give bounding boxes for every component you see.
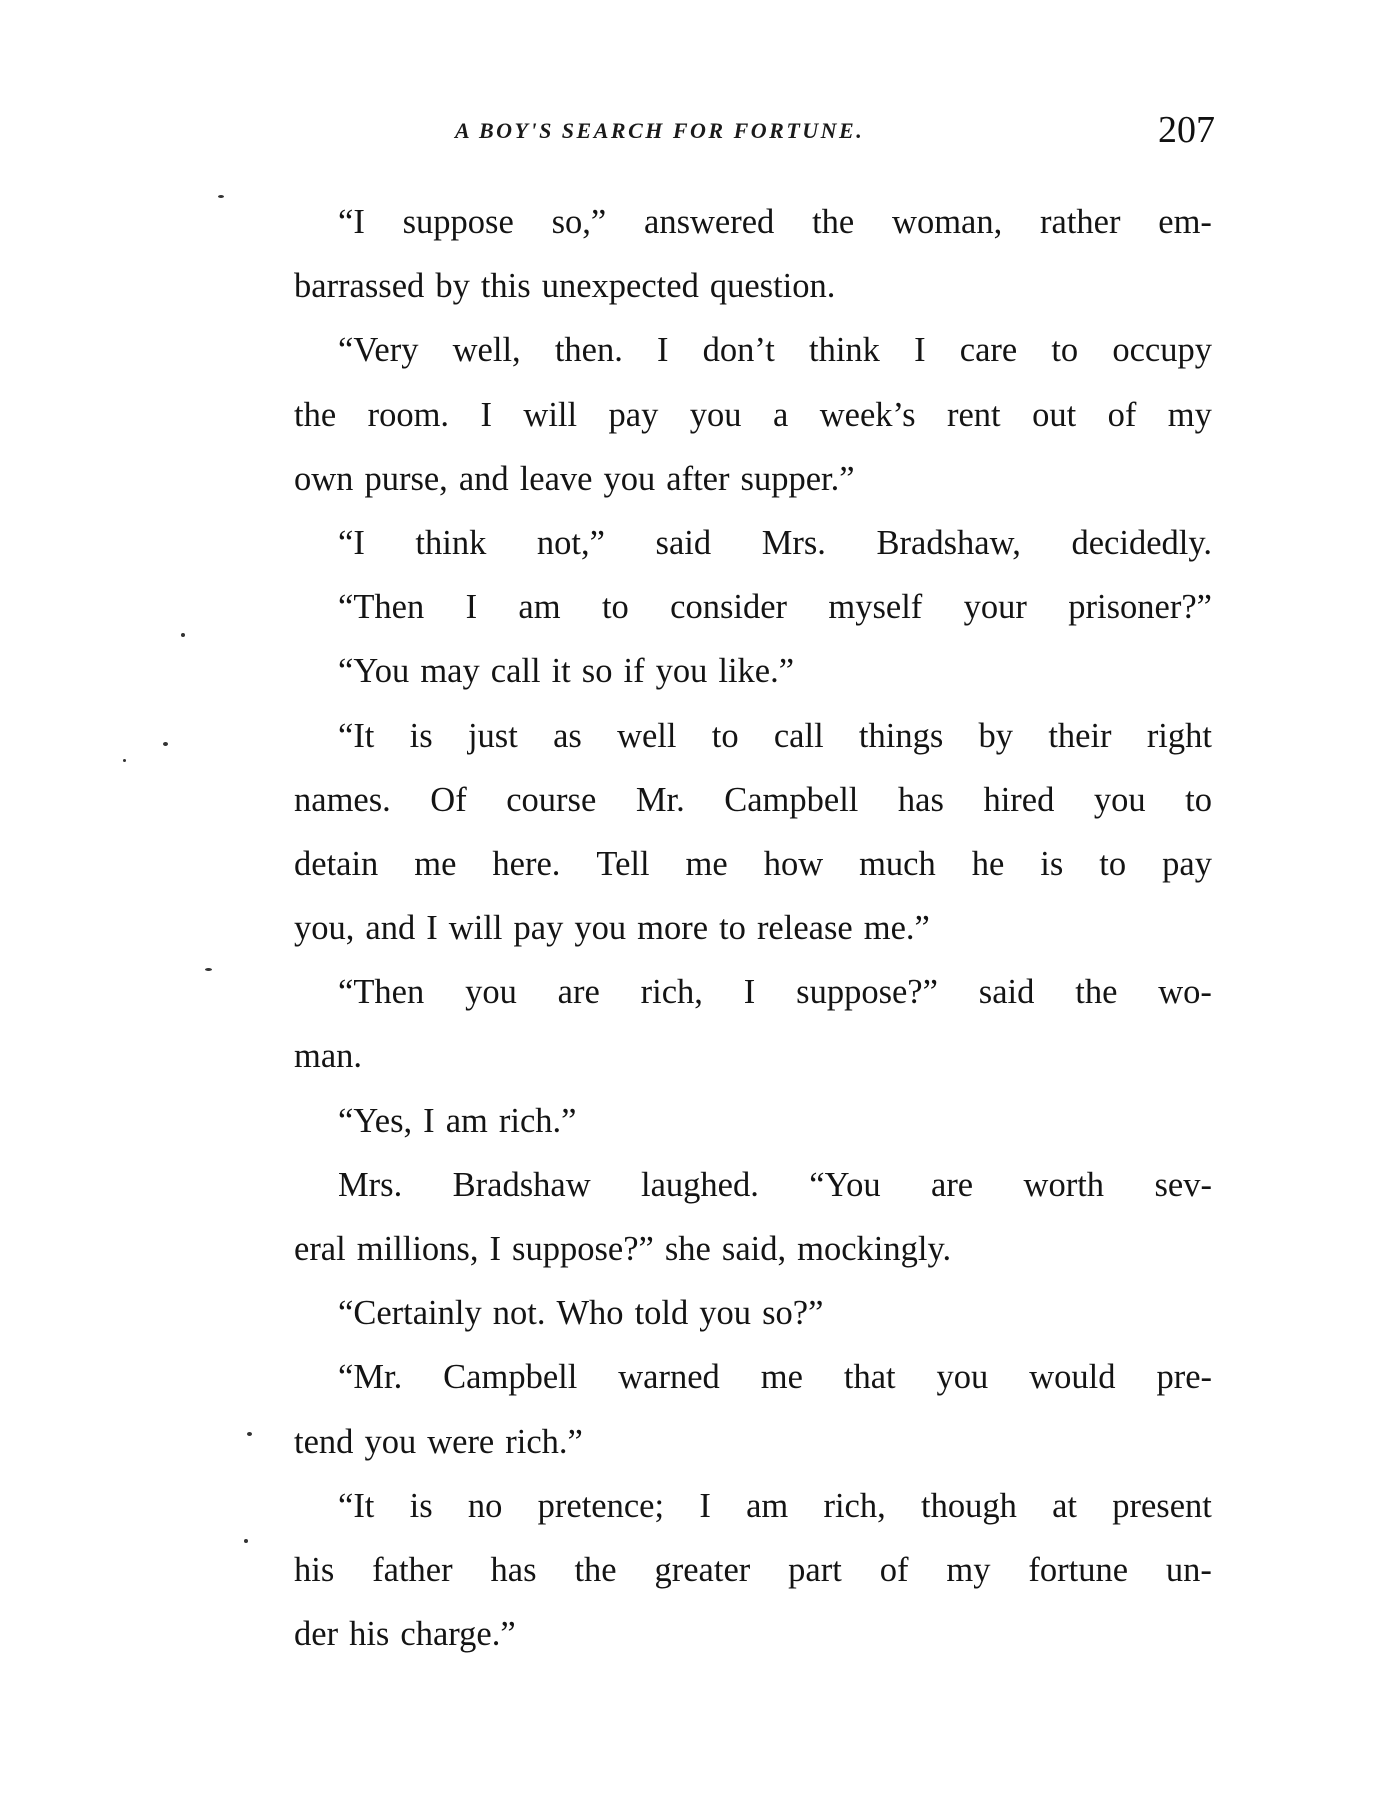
word: well (617, 716, 677, 755)
word: detain (294, 844, 379, 883)
word: though (921, 1486, 1017, 1525)
word: so,” (551, 203, 607, 241)
word: she (664, 1230, 711, 1268)
text-line (294, 960, 1212, 1024)
text-line (294, 704, 1212, 768)
text-line (294, 639, 1212, 703)
word: not. (492, 1294, 546, 1333)
word: the (294, 395, 337, 434)
scan-speck (247, 1432, 252, 1436)
word: myself (828, 588, 923, 627)
word: of (1107, 395, 1137, 434)
word: more (637, 909, 709, 948)
word: present (1112, 1486, 1212, 1525)
word: like.” (718, 652, 795, 691)
word: “Very (338, 331, 419, 370)
word: unexpected (541, 267, 699, 306)
word: suppose?” (512, 1230, 654, 1268)
word: call (490, 652, 541, 691)
word: Campbell (443, 1358, 578, 1397)
word: to (719, 909, 746, 948)
word: eral (294, 1230, 346, 1268)
word: me.” (863, 909, 930, 948)
text-line (294, 1410, 1212, 1474)
word: father (372, 1550, 453, 1589)
word: I (489, 1230, 501, 1268)
word: may (420, 652, 480, 691)
word: week’s (819, 395, 916, 434)
word: will (523, 395, 578, 434)
word: the (812, 203, 855, 241)
word: leave (519, 459, 593, 498)
word: mockingly. (797, 1230, 952, 1268)
word: suppose (402, 203, 514, 241)
word: Bradshaw, (876, 523, 1021, 562)
word: rich, (823, 1486, 886, 1525)
word: I (914, 331, 926, 370)
text-line (294, 1281, 1212, 1345)
word: to (1185, 780, 1212, 819)
word: Of (430, 780, 467, 819)
word: has (490, 1550, 537, 1589)
scan-speck (244, 1539, 248, 1543)
word: occupy (1112, 331, 1212, 370)
word: Bradshaw (452, 1165, 591, 1204)
scan-speck (163, 742, 168, 746)
word: just (467, 716, 518, 755)
word: my (1167, 395, 1212, 434)
word: told (634, 1294, 689, 1333)
word: you (1093, 780, 1146, 819)
text-line (294, 832, 1212, 896)
word: that (843, 1358, 896, 1397)
text-line (294, 896, 1212, 960)
word: fortune (1028, 1550, 1129, 1589)
word: am (518, 588, 561, 627)
word: suppose?” (796, 973, 938, 1012)
word: how (763, 844, 824, 883)
word: un- (1165, 1550, 1212, 1589)
text-line (294, 1089, 1212, 1153)
word: charge.” (400, 1615, 516, 1654)
word: you (465, 973, 517, 1012)
word: me (760, 1358, 803, 1397)
word: wo- (1158, 973, 1212, 1012)
scan-speck (205, 968, 212, 971)
word: rent (947, 395, 1001, 434)
word: your (963, 588, 1027, 627)
word: “Then (338, 588, 425, 627)
word: said (655, 523, 712, 562)
text-line (294, 1538, 1212, 1602)
word: a (772, 395, 789, 434)
word: to (1051, 331, 1079, 370)
word: “You (809, 1165, 881, 1204)
text-line (294, 1024, 1212, 1088)
word: and (365, 909, 416, 948)
text-line (294, 768, 1212, 832)
word: the (574, 1550, 617, 1589)
word: Mrs. (338, 1165, 403, 1204)
word: me (685, 844, 728, 883)
word: “It (338, 1486, 375, 1525)
running-head (455, 108, 1215, 158)
word: you (364, 1422, 417, 1461)
word: barrassed (294, 267, 425, 306)
word: release (756, 909, 853, 948)
text-line (294, 511, 1212, 575)
word: things (858, 716, 944, 755)
word: is (409, 1486, 433, 1525)
word: don’t (702, 331, 775, 370)
word: pay (1162, 844, 1212, 883)
word: “You (338, 652, 410, 691)
word: own (294, 459, 354, 498)
word: room. (367, 395, 450, 434)
word: hired (983, 780, 1055, 819)
word: I (657, 331, 669, 370)
scan-speck (123, 759, 126, 762)
word: am (445, 1101, 488, 1140)
word: you (603, 459, 656, 498)
word: Mr. (635, 780, 685, 819)
word: warned (618, 1358, 720, 1397)
word: “Then (338, 973, 425, 1012)
word: not,” (536, 523, 605, 562)
text-line (294, 318, 1212, 382)
word: to (1099, 844, 1127, 883)
text-line (294, 1602, 1212, 1666)
word: pay (513, 909, 564, 948)
word: this (480, 267, 531, 306)
word: out (1032, 395, 1077, 434)
word: em- (1158, 203, 1212, 241)
word: call (773, 716, 824, 755)
word: consider (670, 588, 788, 627)
word: here. (492, 844, 561, 883)
word: so (581, 652, 613, 691)
word: millions, (356, 1230, 479, 1268)
word: to (711, 716, 739, 755)
word: you (655, 652, 708, 691)
word: decidedly. (1071, 523, 1212, 562)
word: the (1075, 973, 1118, 1012)
text-line (294, 254, 1212, 318)
word: so?” (762, 1294, 824, 1333)
word: rich, (640, 973, 703, 1012)
word: der (294, 1615, 339, 1654)
word: I (699, 1486, 711, 1525)
word: right (1146, 716, 1212, 755)
word: prisoner?” (1068, 588, 1212, 627)
word: laughed. (641, 1165, 759, 1204)
word: his (349, 1615, 390, 1654)
word: by (978, 716, 1014, 755)
word: I (480, 395, 492, 434)
word: I (423, 1101, 435, 1140)
scan-speck (181, 633, 185, 637)
word: are (931, 1165, 974, 1204)
word: Who (556, 1294, 624, 1333)
word: answered (644, 203, 775, 241)
word: rather (1040, 203, 1121, 241)
text-line (294, 1345, 1212, 1409)
text-line (294, 383, 1212, 447)
text-line (294, 447, 1212, 511)
text-line (294, 1474, 1212, 1538)
word: “Certainly (338, 1294, 482, 1333)
word: well, (452, 331, 521, 370)
word: if (623, 652, 645, 691)
word: said, (721, 1230, 787, 1268)
word: as (553, 716, 582, 755)
scan-speck (218, 195, 224, 198)
word: part (788, 1550, 842, 1589)
text-line (294, 190, 1212, 254)
word: to (601, 588, 629, 627)
word: Mrs. (761, 523, 826, 562)
word: are (557, 973, 600, 1012)
word: I (743, 973, 756, 1012)
page-number: 207 (1158, 109, 1215, 151)
word: after (666, 459, 730, 498)
word: it (551, 652, 571, 691)
word: me (414, 844, 457, 883)
word: my (946, 1550, 991, 1589)
word: worth (1023, 1165, 1105, 1204)
word: am (746, 1486, 789, 1525)
word: think (809, 331, 880, 370)
word: pay (608, 395, 659, 434)
word: “Mr. (338, 1358, 403, 1397)
word: is (409, 716, 433, 755)
word: question. (709, 267, 836, 306)
running-title: A BOY'S SEARCH FOR FORTUNE. (455, 118, 865, 143)
text-line (294, 1217, 1212, 1281)
word: by (435, 267, 470, 306)
word: supper.” (740, 459, 855, 498)
text-line (294, 1153, 1212, 1217)
word: of (879, 1550, 909, 1589)
word: at (1052, 1486, 1077, 1525)
word: then. (554, 331, 623, 370)
word: pre- (1156, 1358, 1212, 1397)
word: no (467, 1486, 503, 1525)
word: tend (294, 1422, 354, 1461)
word: “I (338, 203, 365, 241)
word: his (294, 1550, 335, 1589)
word: purse, (364, 459, 448, 498)
word: Tell (596, 844, 650, 883)
word: “It (338, 716, 375, 755)
word: think (415, 523, 487, 562)
word: would (1029, 1358, 1116, 1397)
word: you (689, 395, 742, 434)
word: sev- (1154, 1165, 1212, 1204)
word: I (426, 909, 438, 948)
word: care (959, 331, 1018, 370)
word: their (1048, 716, 1112, 755)
word: “Yes, (338, 1101, 413, 1140)
body-text (294, 190, 1212, 1666)
word: rich.” (498, 1101, 577, 1140)
word: you (936, 1358, 989, 1397)
word: said (978, 973, 1035, 1012)
word: “I (338, 523, 365, 562)
word: has (897, 780, 944, 819)
word: I (465, 588, 478, 627)
word: is (1040, 844, 1064, 883)
word: pretence; (537, 1486, 665, 1525)
word: man. (294, 1037, 363, 1076)
word: woman, (892, 203, 1003, 241)
word: greater (654, 1550, 751, 1589)
word: much (859, 844, 936, 883)
word: Campbell (724, 780, 859, 819)
word: he (971, 844, 1005, 883)
word: you, (294, 909, 355, 948)
word: you (699, 1294, 752, 1333)
word: will (448, 909, 503, 948)
word: you (574, 909, 627, 948)
text-line (294, 575, 1212, 639)
word: rich.” (505, 1422, 583, 1461)
word: names. (294, 780, 391, 819)
word: and (458, 459, 509, 498)
word: were (427, 1422, 495, 1461)
word: course (506, 780, 597, 819)
